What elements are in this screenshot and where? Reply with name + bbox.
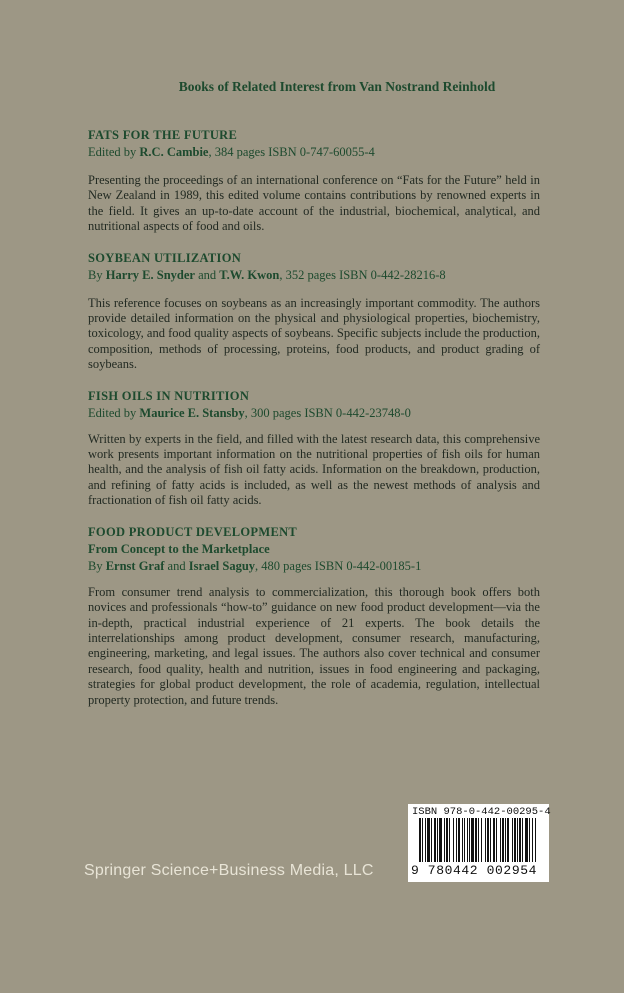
book-meta: Edited by Maurice E. Stansby, 300 pages ISBN 0-442-23748-0 [88, 405, 411, 420]
barcode-bar [512, 818, 513, 862]
barcode [408, 804, 549, 882]
barcode-bar [507, 818, 509, 862]
book-entry-fish-oils [88, 388, 540, 509]
barcode-bar [522, 818, 523, 862]
barcode-bar [514, 818, 516, 862]
barcode-bar [462, 818, 463, 862]
book-description: Presenting the proceedings of an international conference on “Fats for the Future” held in New Zealand in 1989, this edited volume contains contributions by renowned experts in the field. It gives an up-to-date account of the industrial, biochemical, analytical, and nutritional aspects of food and oils. [88, 173, 540, 234]
barcode-bar [517, 818, 518, 862]
publisher-name: Springer Science+Business Media, LLC [84, 862, 374, 879]
barcode-bar [419, 818, 421, 862]
barcode-bar [427, 818, 430, 862]
barcode-bar [485, 818, 486, 862]
book-description: This reference focuses on soybeans as an increasingly important commodity. The authors provide detailed information on the physical and physiological properties, biochemistry, toxicology, and food quality aspects of soybeans. Specific subjects include the production, composition, methods of processing, proteins, food products, and product grading of soybeans. [88, 295, 540, 372]
book-authors: Harry E. Snyder [105, 267, 195, 282]
barcode-bar [453, 818, 454, 862]
book-authors-2: T.W. Kwon [219, 267, 280, 282]
barcode-bar [475, 818, 477, 862]
book-entry-soybean [88, 250, 540, 373]
barcode-bar [437, 818, 438, 862]
barcode-bar [434, 818, 436, 862]
book-title: FATS FOR THE FUTURE [88, 128, 238, 142]
book-meta: Edited by R.C. Cambie, 384 pages ISBN 0-747-60055-4 [88, 145, 375, 159]
barcode-bar [422, 818, 423, 862]
barcode-bar [505, 818, 506, 862]
book-title: FISH OILS IN NUTRITION [88, 388, 250, 403]
barcode-bar [431, 818, 432, 862]
page-heading: Books of Related Interest from Van Nostrand Reinhold [178, 79, 496, 94]
book-entry-food-product [88, 524, 540, 708]
book-entry-fats [88, 127, 540, 235]
book-title: FOOD PRODUCT DEVELOPMENT [88, 524, 298, 539]
barcode-bar [469, 818, 470, 862]
barcode-bar [449, 818, 450, 862]
barcode-bar [529, 818, 530, 862]
book-list [88, 127, 540, 723]
barcode-bars-icon [409, 818, 548, 864]
barcode-bar [493, 818, 495, 862]
book-meta: By Ernst Graf and Israel Saguy, 480 pages ISBN 0-442-00185-1 [88, 558, 422, 573]
barcode-bar [425, 818, 426, 862]
barcode-bar [532, 818, 533, 862]
barcode-bar [467, 818, 468, 862]
book-description: From consumer trend analysis to commercialization, this thorough book offers both novices and professionals “how-to” guidance on new food product development—via the in-depth, practical industrial experience of 21 experts. The book details the interrelationships among product development, consumer research, manufacturing, engineering, marketing, and legal issues. The authors also cover technical and consumer research, food quality, health and nutrition, issues in food engineering and packaging, strategies for global product development, the role of academia, regulation, intellectual property protection, and future trends. [88, 584, 540, 707]
barcode-bar [478, 818, 479, 862]
book-meta: By Harry E. Snyder and T.W. Kwon, 352 pages ISBN 0-442-28216-8 [88, 267, 446, 282]
barcode-bar [444, 818, 445, 862]
ean-digits: 9 780442 002954 [411, 863, 538, 878]
book-authors: Ernst Graf [105, 558, 165, 573]
barcode-bar [439, 818, 442, 862]
book-description: Written by experts in the field, and filled with the latest research data, this comprehensive work presents important information on the nutritional properties of fish oils for human health, and the analysis of fish oil fatty acids. Information on the breakdown, production, and refining of fatty acids is included, as well as the newest methods of analysis and fractionation of fish oil fatty acids. [88, 431, 540, 508]
book-title: SOYBEAN UTILIZATION [88, 250, 242, 265]
barcode-bar [487, 818, 489, 862]
barcode-bar [502, 818, 504, 862]
barcode-bar [525, 818, 528, 862]
book-subtitle: From Concept to the Marketplace [88, 541, 270, 556]
barcode-bar [458, 818, 460, 862]
barcode-bar [464, 818, 465, 862]
barcode-bar [471, 818, 474, 862]
barcode-bar [446, 818, 448, 862]
barcode-bar [500, 818, 501, 862]
barcode-bar [490, 818, 491, 862]
barcode-bar [481, 818, 482, 862]
barcode-bar [535, 818, 536, 862]
isbn-label: ISBN 978-0-442-00295-4 [412, 806, 551, 818]
barcode-bar [519, 818, 521, 862]
barcode-bar [456, 818, 457, 862]
book-authors-2: Israel Saguy [188, 558, 256, 573]
book-authors: R.C. Cambie [139, 145, 209, 159]
book-authors: Maurice E. Stansby [139, 405, 245, 420]
barcode-bar [496, 818, 497, 862]
